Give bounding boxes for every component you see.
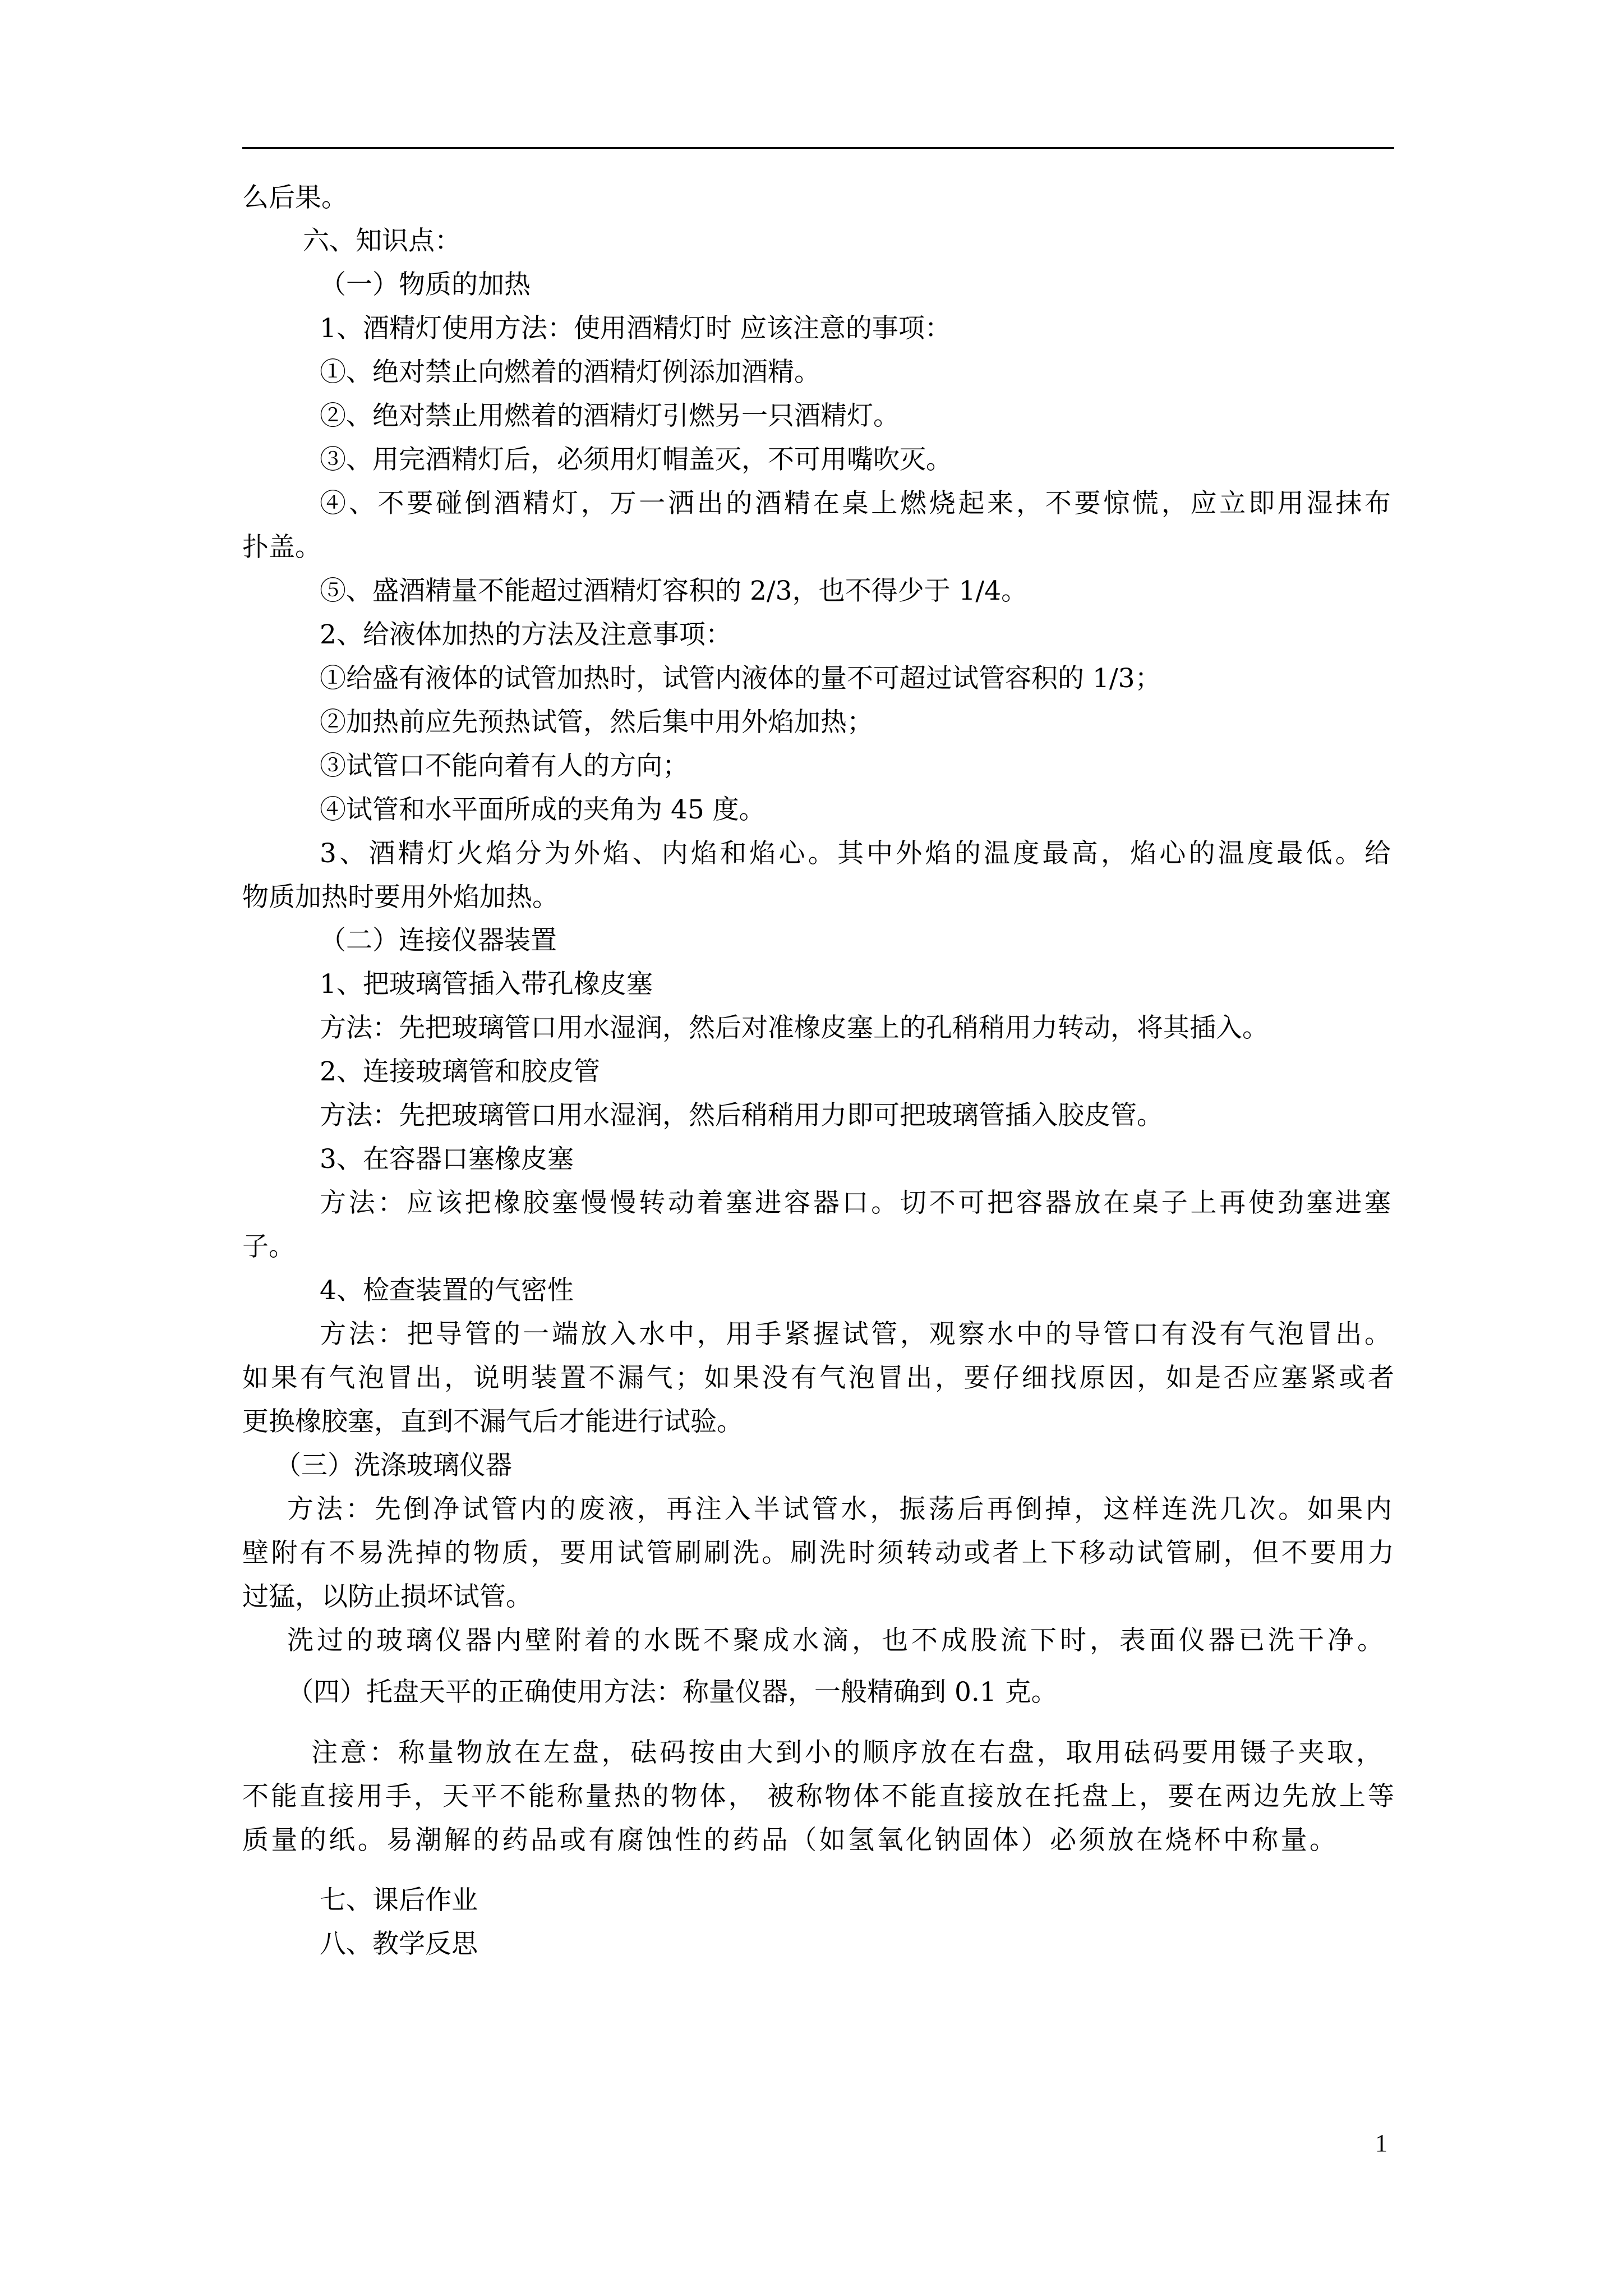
- text-line: （三）洗涤玻璃仪器: [275, 1450, 512, 1481]
- text-line: 2、给液体加热的方法及注意事项：: [320, 619, 732, 650]
- text-line: 洗过的玻璃仪器内壁附着的水既不聚成水滴，也不成股流下时，表面仪器已洗干净。: [287, 1625, 1387, 1656]
- text-line: 扑盖。: [242, 532, 321, 563]
- text-line: （四）托盘天平的正确使用方法：称量仪器，一般精确到 0.1 克。: [287, 1677, 1058, 1708]
- text-line: ③试管口不能向着有人的方向；: [320, 751, 689, 781]
- text-line: 六、知识点：: [303, 226, 461, 256]
- text-line: ①、绝对禁止向燃着的酒精灯例添加酒精。: [320, 357, 820, 388]
- text-line: （二）连接仪器装置: [320, 925, 557, 956]
- text-line: 如果有气泡冒出，说明装置不漏气；如果没有气泡冒出，要仔细找原因，如是否应塞紧或者: [242, 1363, 1397, 1393]
- text-line: ③、用完酒精灯后，必须用灯帽盖灭，不可用嘴吹灭。: [320, 444, 952, 475]
- text-line: ①给盛有液体的试管加热时，试管内液体的量不可超过试管容积的 1/3；: [320, 663, 1161, 694]
- text-line: 方法：先倒净试管内的废液，再注入半试管水，振荡后再倒掉，这样连洗几次。如果内: [287, 1494, 1395, 1525]
- text-line: 1、酒精灯使用方法：使用酒精灯时 应该注意的事项：: [320, 313, 951, 344]
- text-line: 2、连接玻璃管和胶皮管: [320, 1056, 600, 1087]
- page-number: 1: [1375, 2129, 1387, 2157]
- text-line: 质量的纸。易潮解的药品或有腐蚀性的药品（如氢氧化钠固体）必须放在烧杯中称量。: [242, 1825, 1339, 1856]
- text-line: （一）物质的加热: [320, 269, 531, 300]
- text-line: 七、课后作业: [320, 1885, 478, 1916]
- text-line: 方法：应该把橡胶塞慢慢转动着塞进容器口。切不可把容器放在桌子上再使劲塞进塞: [320, 1188, 1394, 1218]
- text-line: 方法：把导管的一端放入水中，用手紧握试管，观察水中的导管口有没有气泡冒出。: [320, 1319, 1394, 1350]
- text-line: 八、教学反思: [320, 1929, 478, 1959]
- text-line: 不能直接用手，天平不能称量热的物体， 被称物体不能直接放在托盘上，要在两边先放上等: [242, 1781, 1396, 1812]
- text-line: ⑤、盛酒精量不能超过酒精灯容积的 2/3，也不得少于 1/4。: [320, 576, 1028, 606]
- text-line: 方法：先把玻璃管口用水湿润，然后稍稍用力即可把玻璃管插入胶皮管。: [320, 1100, 1163, 1131]
- text-line: 4、检查装置的气密性: [320, 1275, 574, 1306]
- text-line: ④试管和水平面所成的夹角为 45 度。: [320, 794, 766, 825]
- text-line: 子。: [242, 1231, 295, 1262]
- text-line: 么后果。: [242, 182, 348, 213]
- text-line: ④、不要碰倒酒精灯，万一洒出的酒精在桌上燃烧起来，不要惊慌，应立即用湿抹布: [320, 488, 1394, 519]
- text-line: 过猛，以防止损坏试管。: [242, 1581, 532, 1612]
- header-rule: [242, 147, 1394, 149]
- text-line: ②加热前应先预热试管，然后集中用外焰加热；: [320, 707, 873, 738]
- text-line: 3、酒精灯火焰分为外焰、内焰和焰心。其中外焰的温度最高，焰心的温度最低。给: [320, 838, 1394, 869]
- text-line: 更换橡胶塞，直到不漏气后才能进行试验。: [242, 1406, 743, 1437]
- text-line: 3、在容器口塞橡皮塞: [320, 1144, 574, 1175]
- text-line: 壁附有不易洗掉的物质，要用试管刷刷洗。刷洗时须转动或者上下移动试管刷，但不要用力: [242, 1538, 1397, 1568]
- text-line: 方法：先把玻璃管口用水湿润，然后对准橡皮塞上的孔稍稍用力转动，将其插入。: [320, 1013, 1269, 1043]
- text-line: ②、绝对禁止用燃着的酒精灯引燃另一只酒精灯。: [320, 401, 900, 431]
- text-line: 1、把玻璃管插入带孔橡皮塞: [320, 969, 653, 1000]
- text-line: 物质加热时要用外焰加热。: [242, 882, 559, 913]
- text-line: 注意：称量物放在左盘，砝码按由大到小的顺序放在右盘，取用砝码要用镊子夹取，: [311, 1737, 1385, 1768]
